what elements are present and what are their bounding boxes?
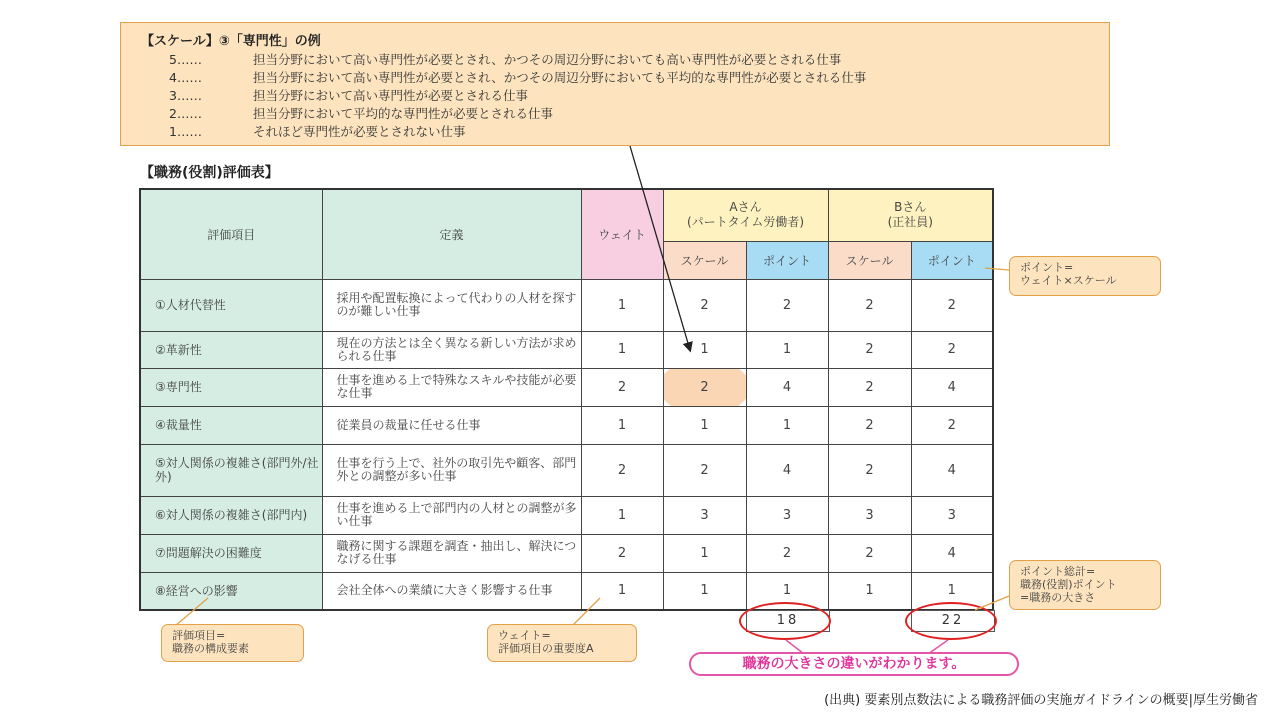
person-b-type: (正社員) <box>887 215 933 230</box>
row-definition: 従業員の裁量に任せる仕事 <box>322 406 581 444</box>
row-b-scale: 2 <box>828 534 911 572</box>
person-a-type: (パートタイム労働者) <box>686 215 805 230</box>
row-item: ②革新性 <box>140 331 322 368</box>
row-b-point: 2 <box>911 279 993 331</box>
row-definition: 仕事を進める上で特殊なスキルや技能が必要な仕事 <box>322 368 581 406</box>
row-a-point: 4 <box>746 444 828 496</box>
row-definition: 採用や配置転換によって代わりの人材を探すのが難しい仕事 <box>322 279 581 331</box>
total-callout-connector <box>975 596 1009 610</box>
row-weight: 1 <box>581 406 663 444</box>
row-a-point: 2 <box>746 534 828 572</box>
row-a-point: 2 <box>746 279 828 331</box>
row-weight: 2 <box>581 534 663 572</box>
scale-level: 5‥‥‥ <box>169 52 202 67</box>
row-weight: 2 <box>581 368 663 406</box>
row-b-scale: 2 <box>828 368 911 406</box>
scale-text: 担当分野において平均的な専門性が必要とされる仕事 <box>253 106 554 121</box>
person-a-name: Aさん <box>729 200 762 215</box>
row-a-point: 3 <box>746 496 828 534</box>
callout-line: ウェイト= <box>498 629 551 642</box>
callout-line: 職務(役割)ポイント <box>1020 578 1117 591</box>
row-b-scale: 2 <box>828 331 911 368</box>
callout-line: 評価項目の重要度A <box>498 642 594 655</box>
scale-level: 2‥‥‥ <box>169 106 202 121</box>
row-a-scale: 1 <box>663 406 746 444</box>
row-b-point: 4 <box>911 534 993 572</box>
item-callout-connector <box>175 598 208 626</box>
row-b-point: 4 <box>911 368 993 406</box>
row-b-point: 2 <box>911 331 993 368</box>
scale-example-arrow <box>630 146 690 350</box>
row-definition: 現在の方法とは全く異なる新しい方法が求められる仕事 <box>322 331 581 368</box>
row-item: ③専門性 <box>140 368 322 406</box>
total-a: 18 <box>746 610 830 632</box>
row-item: ⑤対人関係の複雑さ(部門外/社外) <box>140 444 322 496</box>
row-item: ⑥対人関係の複雑さ(部門内) <box>140 496 322 534</box>
row-a-scale: 3 <box>663 496 746 534</box>
row-b-point: 3 <box>911 496 993 534</box>
row-a-point: 1 <box>746 331 828 368</box>
scale-level: 1‥‥‥ <box>169 124 202 139</box>
row-item: ①人材代替性 <box>140 279 322 331</box>
scale-text: 担当分野において高い専門性が必要とされ、かつその周辺分野においても高い専門性が必要とされる仕事 <box>253 52 842 67</box>
header-a-point: ポイント <box>746 241 828 279</box>
row-definition: 職務に関する課題を調査・抽出し、解決につなげる仕事 <box>322 534 581 572</box>
row-item: ⑦問題解決の困難度 <box>140 534 322 572</box>
row-a-scale: 1 <box>663 534 746 572</box>
row-a-point: 1 <box>746 572 828 610</box>
scale-text: 担当分野において高い専門性が必要とされ、かつその周辺分野においても平均的な専門性が必要とされる仕事 <box>253 70 867 85</box>
row-b-scale: 1 <box>828 572 911 610</box>
row-weight: 2 <box>581 444 663 496</box>
header-b-scale: スケール <box>828 241 911 279</box>
row-a-scale: 1 <box>663 572 746 610</box>
callout-line: ポイント総計= <box>1020 565 1096 578</box>
callout-line: 職務の構成要素 <box>172 642 249 655</box>
source-citation: (出典) 要素別点数法による職務評価の実施ガイドラインの概要|厚生労働省 <box>824 693 1258 708</box>
row-b-point: 1 <box>911 572 993 610</box>
scale-text: 担当分野において高い専門性が必要とされる仕事 <box>253 88 529 103</box>
row-b-scale: 2 <box>828 406 911 444</box>
point-formula-callout <box>1009 256 1161 296</box>
table-title: 【職務(役割)評価表】 <box>140 165 279 181</box>
scale-level: 3‥‥‥ <box>169 88 202 103</box>
row-b-scale: 2 <box>828 279 911 331</box>
row-b-scale: 3 <box>828 496 911 534</box>
callout-line: 評価項目= <box>172 629 226 642</box>
weight-callout-connector <box>572 598 600 626</box>
row-weight: 1 <box>581 279 663 331</box>
callout-line: =職務の大きさ <box>1020 591 1096 604</box>
scale-level: 4‥‥‥ <box>169 70 202 85</box>
weight-callout <box>487 624 637 662</box>
header-evaluation-item: 評価項目 <box>140 189 322 279</box>
evaluation-item-callout <box>161 624 304 662</box>
header-weight: ウェイト <box>581 189 663 279</box>
point-callout-connector <box>985 268 1009 270</box>
row-b-point: 4 <box>911 444 993 496</box>
row-a-scale-highlighted: 2 <box>663 368 746 406</box>
person-b-name: Bさん <box>894 200 927 215</box>
row-a-point: 4 <box>746 368 828 406</box>
callout-line: ポイント= <box>1020 261 1074 274</box>
scale-example-title: 【スケール】③「専門性」の例 <box>141 34 321 49</box>
row-weight: 1 <box>581 572 663 610</box>
total-points-callout <box>1009 560 1161 610</box>
scale-text: それほど専門性が必要とされない仕事 <box>253 124 466 139</box>
header-definition: 定義 <box>322 189 581 279</box>
row-a-scale: 2 <box>663 444 746 496</box>
row-b-point: 2 <box>911 406 993 444</box>
difference-label: 職務の大きさの違いがわかります。 <box>689 652 1019 676</box>
callout-line: ウェイト×スケール <box>1020 274 1117 287</box>
row-b-scale: 2 <box>828 444 911 496</box>
row-definition: 仕事を進める上で部門内の人材との調整が多い仕事 <box>322 496 581 534</box>
row-a-scale: 2 <box>663 279 746 331</box>
total-b: 22 <box>911 610 995 632</box>
row-definition: 会社全体への業績に大きく影響する仕事 <box>322 572 581 610</box>
header-a-scale: スケール <box>663 241 746 279</box>
row-a-point: 1 <box>746 406 828 444</box>
header-b-point: ポイント <box>911 241 993 279</box>
row-item: ④裁量性 <box>140 406 322 444</box>
row-weight: 1 <box>581 331 663 368</box>
row-item: ⑧経営への影響 <box>140 572 322 610</box>
row-weight: 1 <box>581 496 663 534</box>
row-a-scale: 1 <box>663 331 746 368</box>
row-definition: 仕事を行う上で、社外の取引先や顧客、部門外との調整が多い仕事 <box>322 444 581 496</box>
